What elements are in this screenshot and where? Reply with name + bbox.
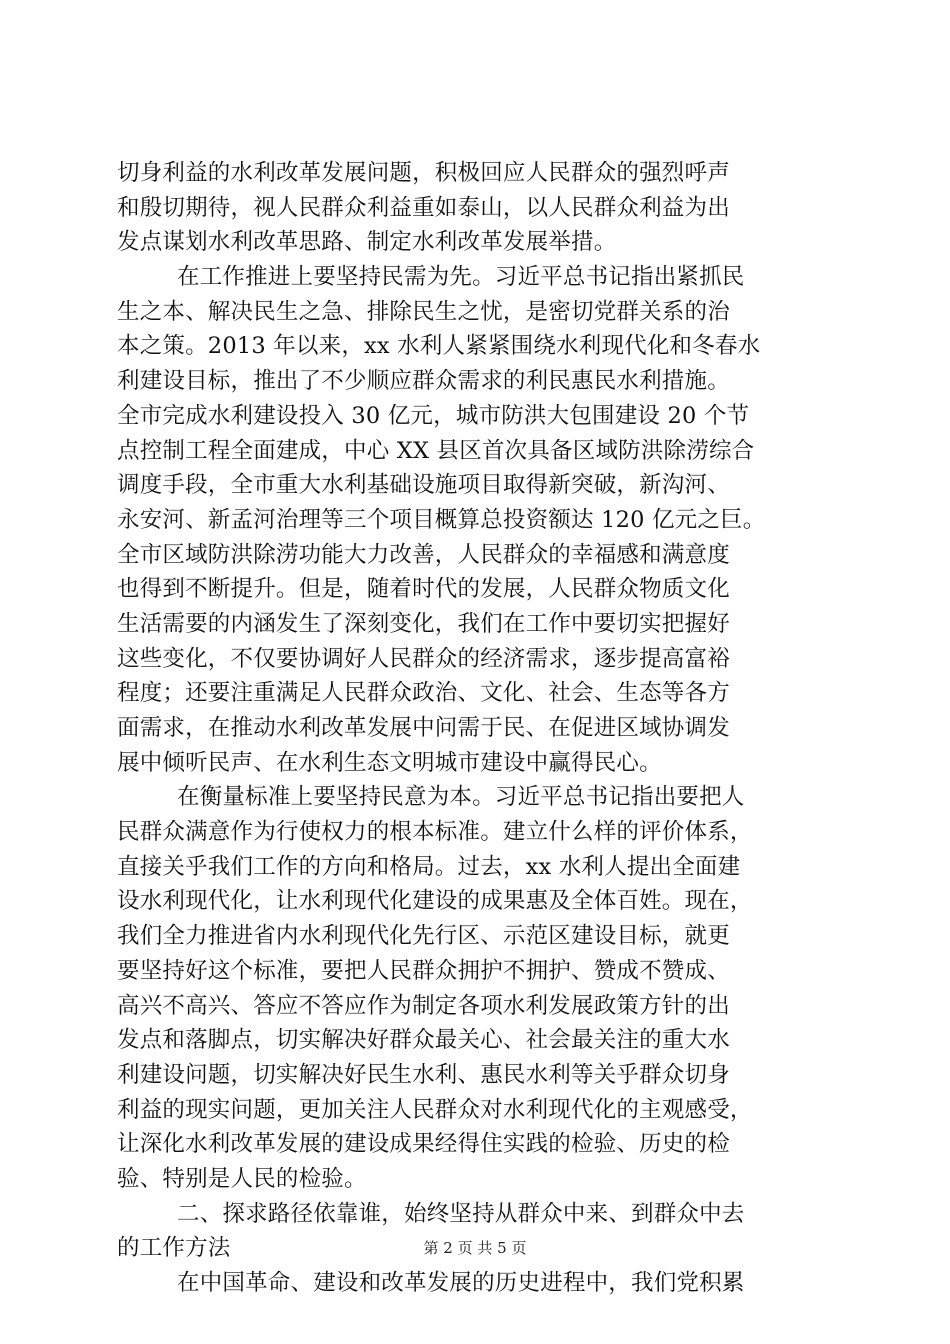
- text-line: 的工作方法: [117, 1235, 231, 1262]
- text-line: 直接关乎我们工作的方向和格局。过去，xx 水利人提出全面建: [117, 853, 741, 880]
- text-line: 永安河、新孟河治理等三个项目概算总投资额达 120 亿元之巨。: [117, 506, 766, 533]
- text-line: 面需求，在推动水利改革发展中问需于民、在促进区域协调发: [117, 715, 730, 741]
- text-line: 调度手段，全市重大水利基础设施项目取得新突破，新沟河、: [117, 472, 730, 499]
- text-line: 在工作推进上要坚持民需为先。习近平总书记指出紧抓民: [177, 264, 745, 291]
- text-line: 全市完成水利建设投入 30 亿元，城市防洪大包围建设 20 个节: [117, 402, 750, 429]
- text-line: 利益的现实问题，更加关注人民群众对水利现代化的主观感受，: [117, 1096, 753, 1123]
- text-line: 点控制工程全面建成，中心 XX 县区首次具备区域防洪除涝综合: [117, 437, 755, 464]
- text-line: 高兴不高兴、答应不答应作为制定各项水利发展政策方针的出: [117, 992, 730, 1019]
- text-line: 发点谋划水利改革思路、制定水利改革发展举措。: [117, 229, 617, 256]
- text-line: 程度；还要注重满足人民群众政治、文化、社会、生态等各方: [117, 680, 730, 707]
- page-footer: 第 2 页 共 5 页: [423, 1239, 527, 1257]
- text-line: 利建设目标，推出了不少顺应群众需求的利民惠民水利措施。: [117, 368, 730, 395]
- text-line: 本之策。2013 年以来，xx 水利人紧紧围绕水利现代化和冬春水: [117, 333, 761, 360]
- text-line: 发点和落脚点，切实解决好群众最关心、社会最关注的重大水: [117, 1027, 730, 1054]
- text-line: 我们全力推进省内水利现代化先行区、示范区建设目标，就更: [117, 923, 730, 950]
- text-line: 让深化水利改革发展的建设成果经得住实践的检验、历史的检: [117, 1131, 730, 1158]
- text-line: 全市区域防洪除涝功能大力改善，人民群众的幸福感和满意度: [117, 541, 730, 568]
- text-line: 展中倾听民声、在水利生态文明城市建设中赢得民心。: [117, 749, 662, 776]
- text-line: 二、探求路径依靠谁，始终坚持从群众中来、到群众中去: [177, 1200, 745, 1227]
- text-line: 在衡量标准上要坚持民意为本。习近平总书记指出要把人: [177, 784, 745, 811]
- text-line: 这些变化，不仅要协调好人民群众的经济需求，逐步提高富裕: [117, 645, 730, 672]
- text-line: 也得到不断提升。但是，随着时代的发展，人民群众物质文化: [117, 576, 730, 603]
- text-line: 生活需要的内涵发生了深刻变化，我们在工作中要切实把握好: [117, 610, 730, 637]
- text-line: 切身利益的水利改革发展问题，积极回应人民群众的强烈呼声: [117, 160, 730, 186]
- text-line: 验、特别是人民的检验。: [117, 1165, 367, 1192]
- text-line: 利建设问题，切实解决好民生水利、惠民水利等关乎群众切身: [117, 1061, 730, 1088]
- text-line: 生之本、解决民生之急、排除民生之忧，是密切党群关系的治: [117, 298, 730, 325]
- text-line: 在中国革命、建设和改革发展的历史进程中，我们党积累: [177, 1270, 745, 1296]
- text-line: 要坚持好这个标准，要把人民群众拥护不拥护、赞成不赞成、: [117, 957, 730, 984]
- body-text: [117, 156, 837, 1301]
- text-line: 和殷切期待，视人民群众利益重如泰山，以人民群众利益为出: [117, 194, 730, 221]
- text-line: 设水利现代化，让水利现代化建设的成果惠及全体百姓。现在，: [117, 888, 753, 915]
- text-line: 民群众满意作为行使权力的根本标准。建立什么样的评价体系，: [117, 819, 753, 846]
